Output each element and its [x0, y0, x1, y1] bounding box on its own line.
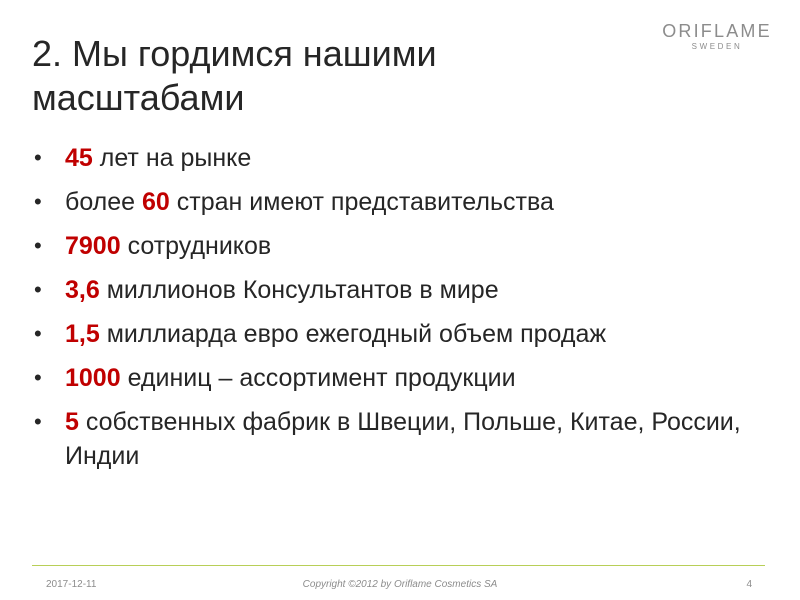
bullet-text: лет на рынке	[92, 144, 252, 172]
bullet-highlight: 60	[142, 188, 170, 216]
bullet-text: стран имеют представительства	[169, 188, 554, 216]
bullet-item	[34, 229, 754, 263]
bullet-marker: •	[34, 409, 42, 434]
bullet-highlight: 1000	[65, 364, 121, 392]
bullet-marker: •	[34, 145, 42, 170]
bullet-marker: •	[34, 365, 42, 390]
logo-subtitle: SWEDEN	[691, 42, 743, 51]
bullet-marker: •	[34, 233, 42, 258]
bullet-highlight: 5	[65, 408, 79, 436]
bullet-item	[34, 185, 754, 219]
footer-divider	[32, 565, 765, 566]
bullet-highlight: 1,5	[65, 320, 100, 348]
bullet-highlight: 45	[65, 144, 93, 172]
logo-wordmark: ORIFLAME	[662, 21, 772, 41]
bullet-text: единиц – ассортимент продукции	[120, 364, 516, 392]
footer-date: 2017-12-11	[46, 579, 97, 590]
bullet-item	[34, 361, 754, 395]
slide-title: 2. Мы гордимся нашими масштабами	[32, 33, 437, 118]
bullet-text: миллиарда евро ежегодный объем продаж	[99, 320, 607, 348]
bullet-highlight: 7900	[65, 232, 121, 260]
bullet-item	[34, 317, 754, 351]
page-number: 4	[746, 579, 752, 590]
bullet-item	[34, 141, 754, 175]
bullet-text: миллионов Консультантов в мире	[99, 276, 499, 304]
bullet-text: собственных фабрик в Швеции, Польше, Китае, России, Индии	[65, 408, 741, 470]
bullet-item	[34, 405, 754, 473]
bullet-marker: •	[34, 189, 42, 214]
footer-copyright: Copyright ©2012 by Oriflame Cosmetics SA	[302, 579, 498, 590]
bullet-list	[34, 141, 754, 483]
bullet-marker: •	[34, 277, 42, 302]
bullet-marker: •	[34, 321, 42, 346]
bullet-prefix: более	[65, 188, 143, 216]
bullet-highlight: 3,6	[65, 276, 100, 304]
oriflame-logo	[653, 21, 781, 53]
bullet-text: сотрудников	[120, 232, 272, 260]
bullet-item	[34, 273, 754, 307]
